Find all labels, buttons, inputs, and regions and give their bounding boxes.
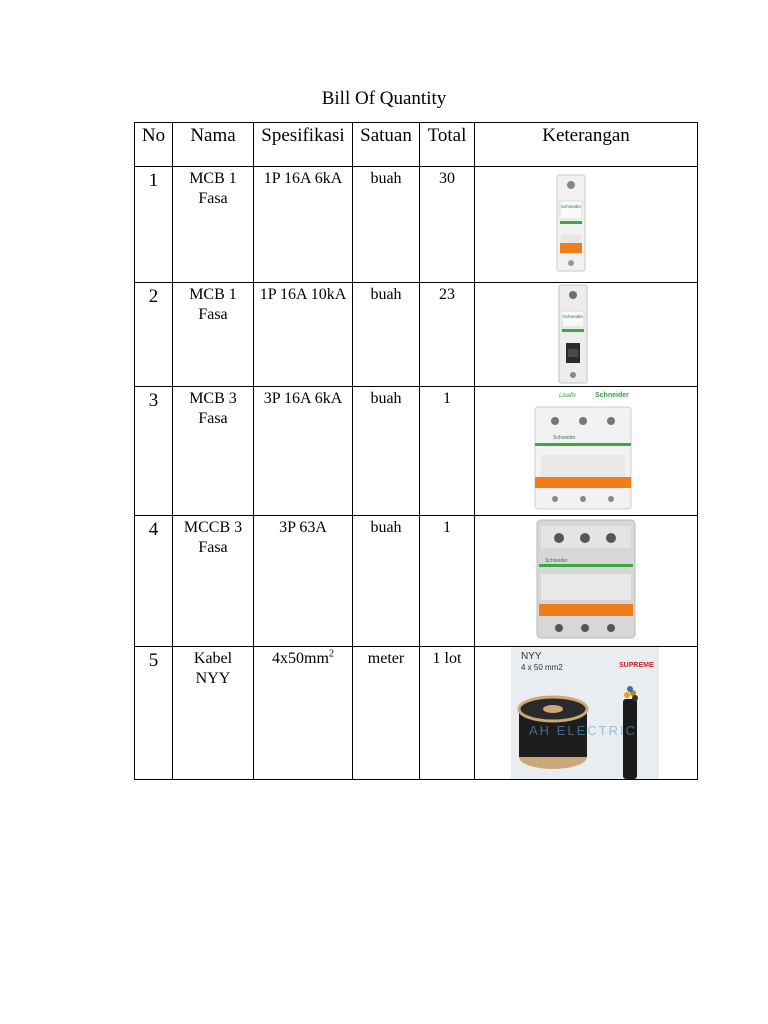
table-row <box>135 387 698 516</box>
header-nama: Nama <box>173 123 254 167</box>
header-keterangan: Keterangan <box>475 123 698 167</box>
bill-of-quantity-table <box>134 122 698 780</box>
cell-satuan: meter <box>353 647 420 780</box>
watermark: AH ELECTRIC <box>529 723 637 738</box>
header-spesifikasi: Spesifikasi <box>254 123 353 167</box>
cell-total: 1 <box>420 387 475 516</box>
brand-logo: Schneider <box>562 314 584 319</box>
cell-nama: MCB 3 Fasa <box>173 387 254 516</box>
cell-no: 5 <box>135 647 173 780</box>
cell-satuan: buah <box>353 516 420 647</box>
header-no: No <box>135 123 173 167</box>
brand-logo: Schneider <box>553 435 576 441</box>
cell-keterangan <box>475 167 698 283</box>
cell-nama: MCCB 3 Fasa <box>173 516 254 647</box>
cell-no: 4 <box>135 516 173 647</box>
supreme-logo: SUPREME <box>619 662 654 669</box>
cell-satuan: buah <box>353 283 420 387</box>
cell-spesifikasi <box>254 647 353 780</box>
cell-total: 23 <box>420 283 475 387</box>
cell-spesifikasi: 1P 16A 6kA <box>254 167 353 283</box>
cell-spesifikasi: 3P 16A 6kA <box>254 387 353 516</box>
header-satuan: Satuan <box>353 123 420 167</box>
spec-superscript: 2 <box>328 648 334 660</box>
table-row <box>135 283 698 387</box>
cell-no: 1 <box>135 167 173 283</box>
cell-spesifikasi: 1P 16A 10kA <box>254 283 353 387</box>
brand-logo: Schneider <box>545 558 568 564</box>
mcb-1p-10ka-image <box>511 283 635 385</box>
kabel-nyy-image <box>511 647 659 780</box>
cable-title: NYY <box>521 651 542 662</box>
cell-spesifikasi: 3P 63A <box>254 516 353 647</box>
table-row <box>135 647 698 780</box>
table-row <box>135 516 698 647</box>
cell-nama: MCB 1 Fasa <box>173 283 254 387</box>
cell-total: 1 lot <box>420 647 475 780</box>
table-row <box>135 167 698 283</box>
mcb-1p-6ka-image <box>511 167 635 281</box>
cell-keterangan <box>475 283 698 387</box>
brand-logo: Schneider <box>595 392 629 399</box>
cell-total: 30 <box>420 167 475 283</box>
cell-keterangan <box>475 387 698 516</box>
lisafix-logo: Lisafix <box>559 393 577 399</box>
cell-total: 1 <box>420 516 475 647</box>
mcb-3p-image <box>511 387 651 514</box>
cell-nama: MCB 1 Fasa <box>173 167 254 283</box>
cell-no: 2 <box>135 283 173 387</box>
mccb-3p-image <box>511 516 651 645</box>
cell-satuan: buah <box>353 167 420 283</box>
table-header-row <box>135 123 698 167</box>
cell-nama: Kabel NYY <box>173 647 254 780</box>
cable-size-label: 4 x 50 mm2 <box>521 663 563 672</box>
cell-keterangan <box>475 516 698 647</box>
brand-logo: Schneider <box>560 204 582 209</box>
cell-keterangan <box>475 647 698 780</box>
page-title: Bill Of Quantity <box>321 88 447 109</box>
spec-base: 4x50mm <box>272 650 329 667</box>
cell-satuan: buah <box>353 387 420 516</box>
header-total: Total <box>420 123 475 167</box>
cell-no: 3 <box>135 387 173 516</box>
